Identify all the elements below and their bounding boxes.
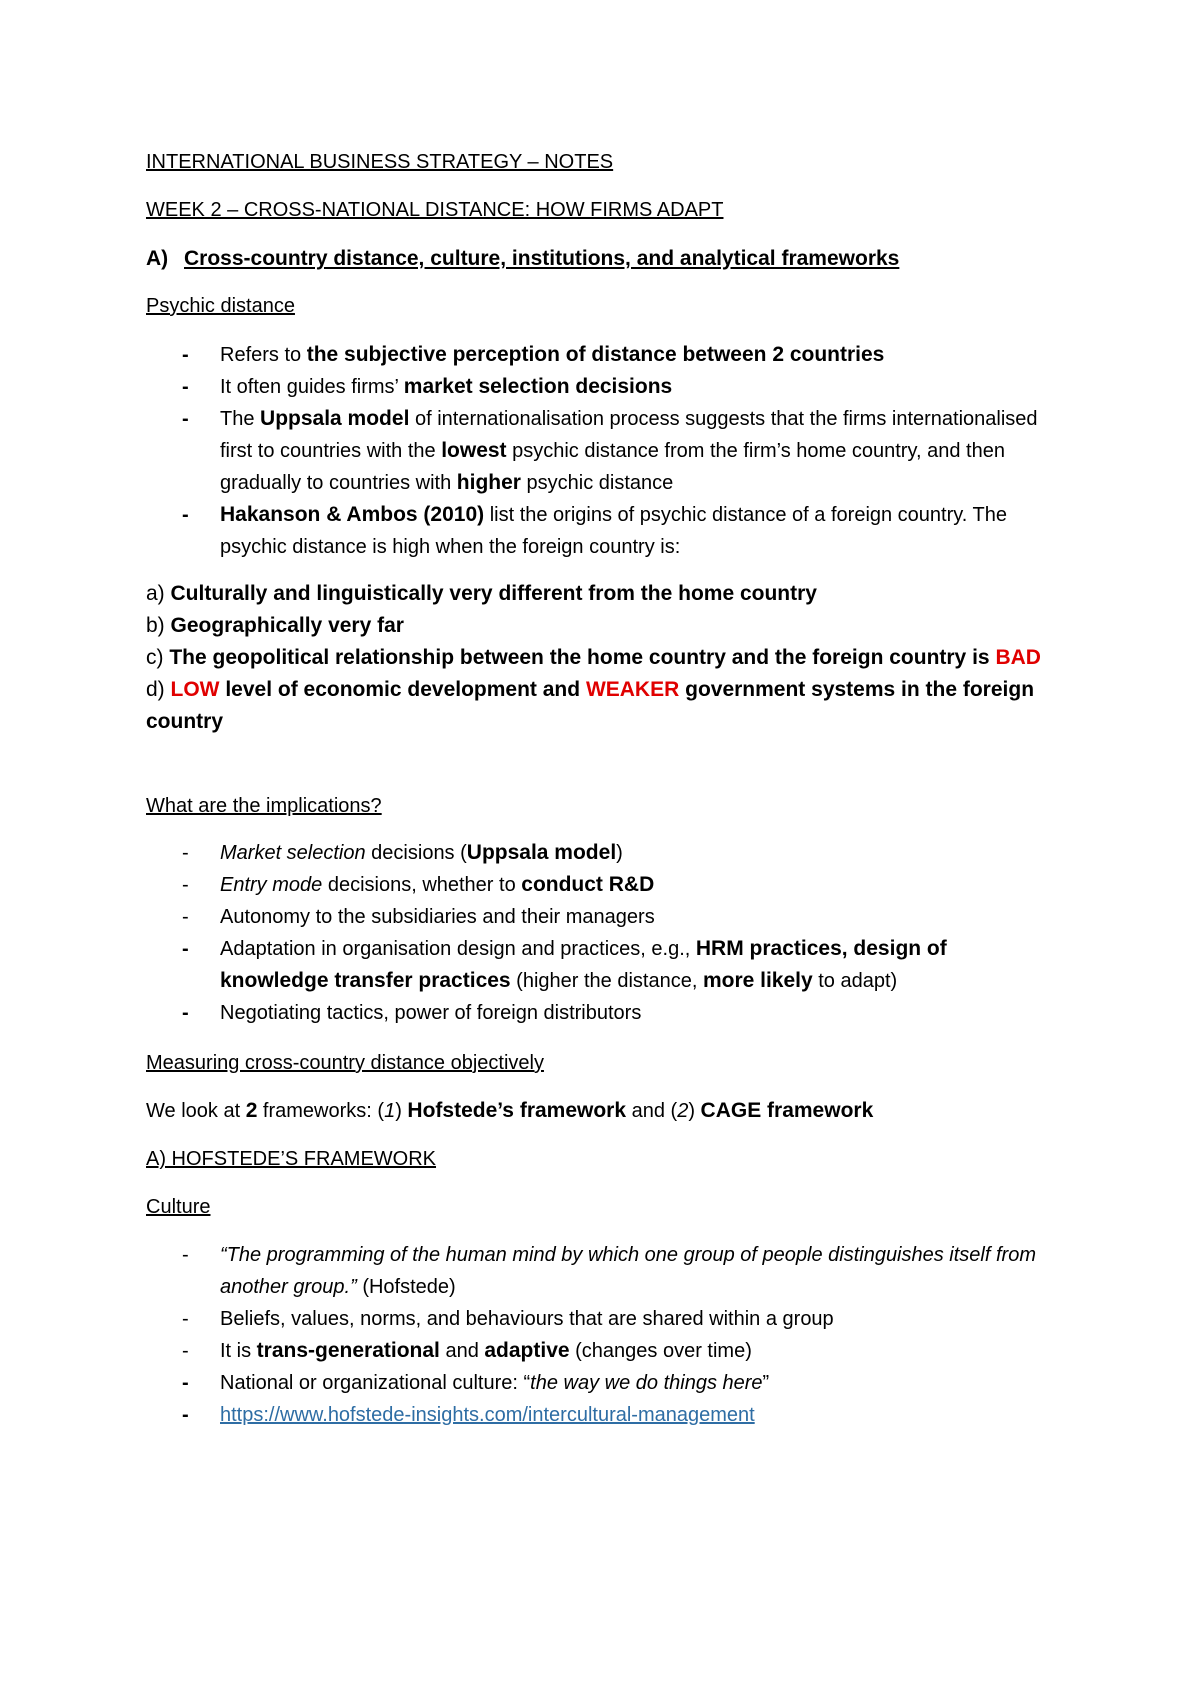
- document-title: INTERNATIONAL BUSINESS STRATEGY – NOTES: [146, 151, 614, 173]
- week-title: WEEK 2 – CROSS-NATIONAL DISTANCE: HOW FIRMS ADAPT: [146, 199, 724, 221]
- list-item: - It is trans-generational and adaptive (changes over time): [182, 1339, 752, 1362]
- section-a-letter: A): [146, 247, 169, 270]
- psychic-distance-origins: [146, 578, 1056, 738]
- list-item: - Entry mode decisions, whether to conduct R&D: [182, 873, 655, 896]
- list-item: - Adaptation in organisation design and practices, e.g., HRM practices, design of knowledge transfer practices (higher the distance, more likely to adapt): [182, 937, 947, 992]
- hofstede-insights-link[interactable]: https://www.hofstede-insights.com/intercultural-management: [220, 1404, 755, 1426]
- culture-list: [146, 1239, 1056, 1431]
- implications-heading: What are the implications?: [146, 795, 382, 817]
- origin-a: a) Culturally and linguistically very different from the home country: [146, 582, 817, 605]
- list-item: - Autonomy to the subsidiaries and their managers: [182, 906, 655, 928]
- list-item: - Refers to the subjective perception of distance between 2 countries: [182, 343, 885, 366]
- section-a-title: Cross-country distance, culture, institutions, and analytical frameworks: [184, 247, 900, 270]
- psychic-distance-list: [146, 339, 1056, 563]
- list-item: - “The programming of the human mind by which one group of people distinguishes itself from another group.” (Hofstede): [182, 1244, 1036, 1298]
- list-item: - Beliefs, values, norms, and behaviours that are shared within a group: [182, 1308, 834, 1330]
- list-item: - Negotiating tactics, power of foreign distributors: [182, 1002, 642, 1024]
- section-a-heading: [146, 243, 1056, 275]
- list-item: - National or organizational culture: “the way we do things here”: [182, 1372, 770, 1394]
- implications-list: [146, 837, 1056, 1029]
- list-item: - Market selection decisions (Uppsala model): [182, 841, 623, 864]
- list-item: - https://www.hofstede-insights.com/intercultural-management: [182, 1404, 755, 1426]
- hofstede-heading: A) HOFSTEDE’S FRAMEWORK: [146, 1148, 437, 1170]
- origin-b: b) Geographically very far: [146, 614, 404, 637]
- psychic-distance-heading: Psychic distance: [146, 295, 295, 317]
- frameworks-intro: We look at 2 frameworks: (1) Hofstede’s framework and (2) CAGE framework: [146, 1099, 874, 1122]
- measuring-heading: Measuring cross-country distance objectively: [146, 1052, 544, 1074]
- origin-d: d) LOW level of economic development and WEAKER government systems in the foreign country: [146, 678, 1035, 733]
- list-item: - The Uppsala model of internationalisation process suggests that the firms internationalised first to countries with the lowest psychic distance from the firm’s home country, and then gradually to countries with higher psychic distance: [182, 407, 1038, 494]
- list-item: - It often guides firms’ market selection decisions: [182, 375, 673, 398]
- list-item: - Hakanson & Ambos (2010) list the origins of psychic distance of a foreign country. The psychic distance is high when the foreign country is:: [182, 503, 1008, 558]
- culture-heading: Culture: [146, 1196, 211, 1218]
- origin-c: c) The geopolitical relationship between the home country and the foreign country is BAD: [146, 646, 1041, 669]
